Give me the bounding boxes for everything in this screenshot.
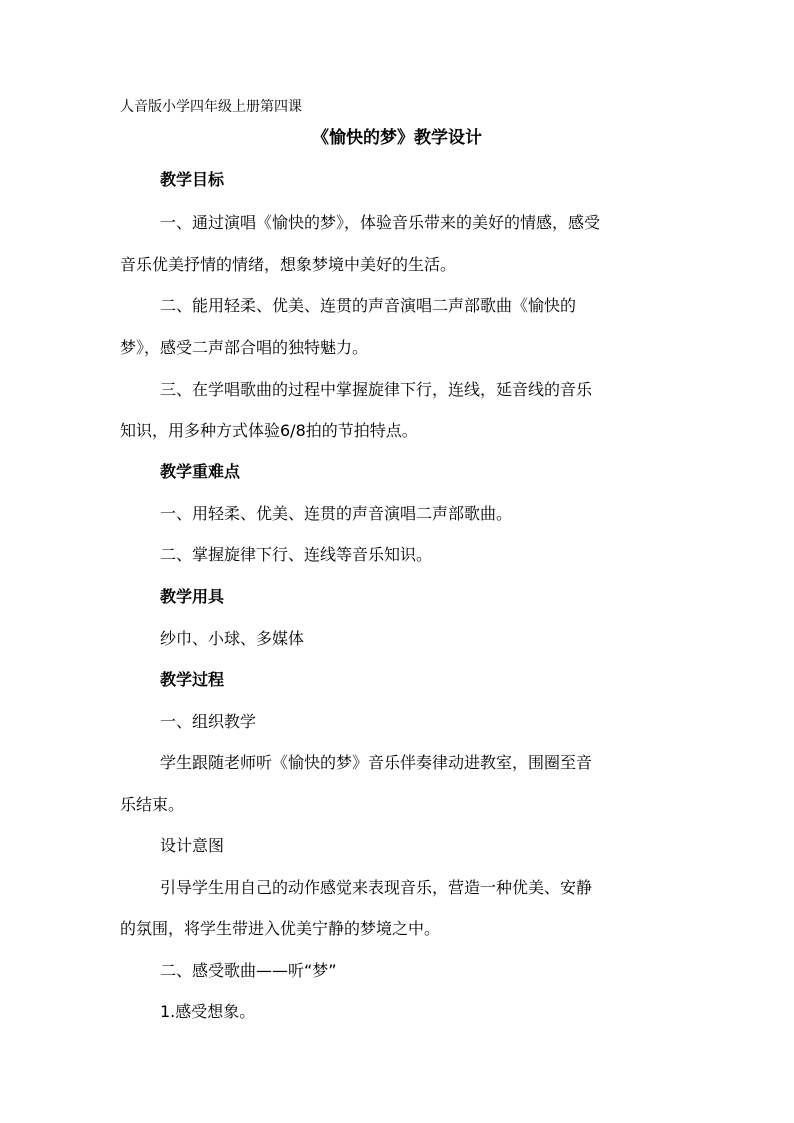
step1-text-line1: 学生跟随老师听《愉快的梦》音乐伴奏律动进教室，围圈至音 (160, 753, 593, 772)
step2-sub1: 1.感受想象。 (160, 1002, 256, 1021)
goal2-line1: 二、能用轻柔、优美、连贯的声音演唱二声部歌曲《愉快的 (160, 296, 577, 315)
document-subtitle: 人音版小学四年级上册第四课 (120, 99, 302, 115)
tools-list: 纱巾、小球、多媒体 (160, 629, 305, 648)
step2-heading: 二、感受歌曲——听“梦” (160, 961, 337, 980)
difficulty-item-1: 一、用轻柔、优美、连贯的声音演唱二声部歌曲。 (160, 504, 513, 523)
goal2-line2: 梦》，感受二声部合唱的独特魅力。 (120, 338, 369, 357)
intent-line2: 的氛围，将学生带进入优美宁静的梦境之中。 (120, 919, 441, 938)
process-heading: 教学过程 (160, 670, 225, 689)
goal1-line1: 一、通过演唱《愉快的梦》，体验音乐带来的美好的情感，感受 (160, 213, 601, 232)
goal3-line1: 三、在学唱歌曲的过程中掌握旋律下行，连线，延音线的音乐 (160, 380, 593, 399)
goal3-line2: 知识，用多种方式体验6/8拍的节拍特点。 (120, 421, 418, 440)
intent-line1: 引导学生用自己的动作感觉来表现音乐，营造一种优美、安静 (160, 878, 593, 897)
goals-heading: 教学目标 (160, 170, 225, 189)
design-intent-heading: 设计意图 (160, 836, 225, 855)
step1-text-line2: 乐结束。 (120, 795, 185, 814)
difficulty-item-2: 二、掌握旋律下行、连线等音乐知识。 (160, 545, 433, 564)
step1-heading: 一、组织教学 (160, 712, 257, 731)
goal1-line2: 音乐优美抒情的情绪，想象梦境中美好的生活。 (120, 255, 457, 274)
document-title: 《愉快的梦》教学设计 (312, 128, 482, 148)
difficulty-heading: 教学重难点 (160, 462, 241, 481)
tools-heading: 教学用具 (160, 587, 225, 606)
